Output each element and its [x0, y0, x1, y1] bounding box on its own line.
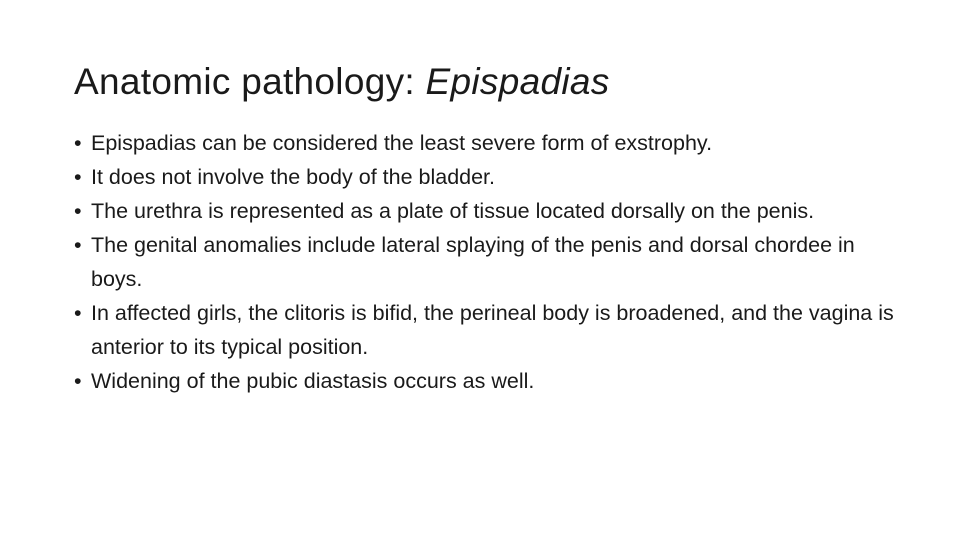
- bullet-item: [74, 194, 894, 228]
- bullet-dot-icon: •: [74, 165, 82, 189]
- bullet-text: In affected girls, the clitoris is bifid, the perineal body is broadened, and the vagina is anterior to its typical position.: [91, 301, 894, 359]
- bullet-item: [74, 296, 894, 364]
- bullet-dot-icon: •: [74, 233, 82, 257]
- bullet-text: The genital anomalies include lateral splaying of the penis and dorsal chordee in boys.: [91, 233, 855, 291]
- bullet-dot-icon: •: [74, 199, 82, 223]
- bullet-text: The urethra is represented as a plate of tissue located dorsally on the penis.: [91, 199, 815, 223]
- slide-title-plain: Anatomic pathology:: [74, 61, 426, 102]
- bullet-item: [74, 364, 894, 398]
- bullet-item: [74, 228, 894, 296]
- bullet-text: Widening of the pubic diastasis occurs as well.: [91, 369, 535, 393]
- slide-title-emphasis: Epispadias: [425, 61, 610, 102]
- bullet-dot-icon: •: [74, 131, 82, 155]
- bullet-text: Epispadias can be considered the least severe form of exstrophy.: [91, 131, 713, 155]
- bullet-item: [74, 126, 894, 160]
- bullet-dot-icon: •: [74, 301, 82, 325]
- bullet-list: [74, 126, 894, 398]
- bullet-item: [74, 160, 894, 194]
- bullet-text: It does not involve the body of the bladder.: [91, 165, 496, 189]
- bullet-dot-icon: •: [74, 369, 82, 393]
- slide-title: [74, 58, 610, 106]
